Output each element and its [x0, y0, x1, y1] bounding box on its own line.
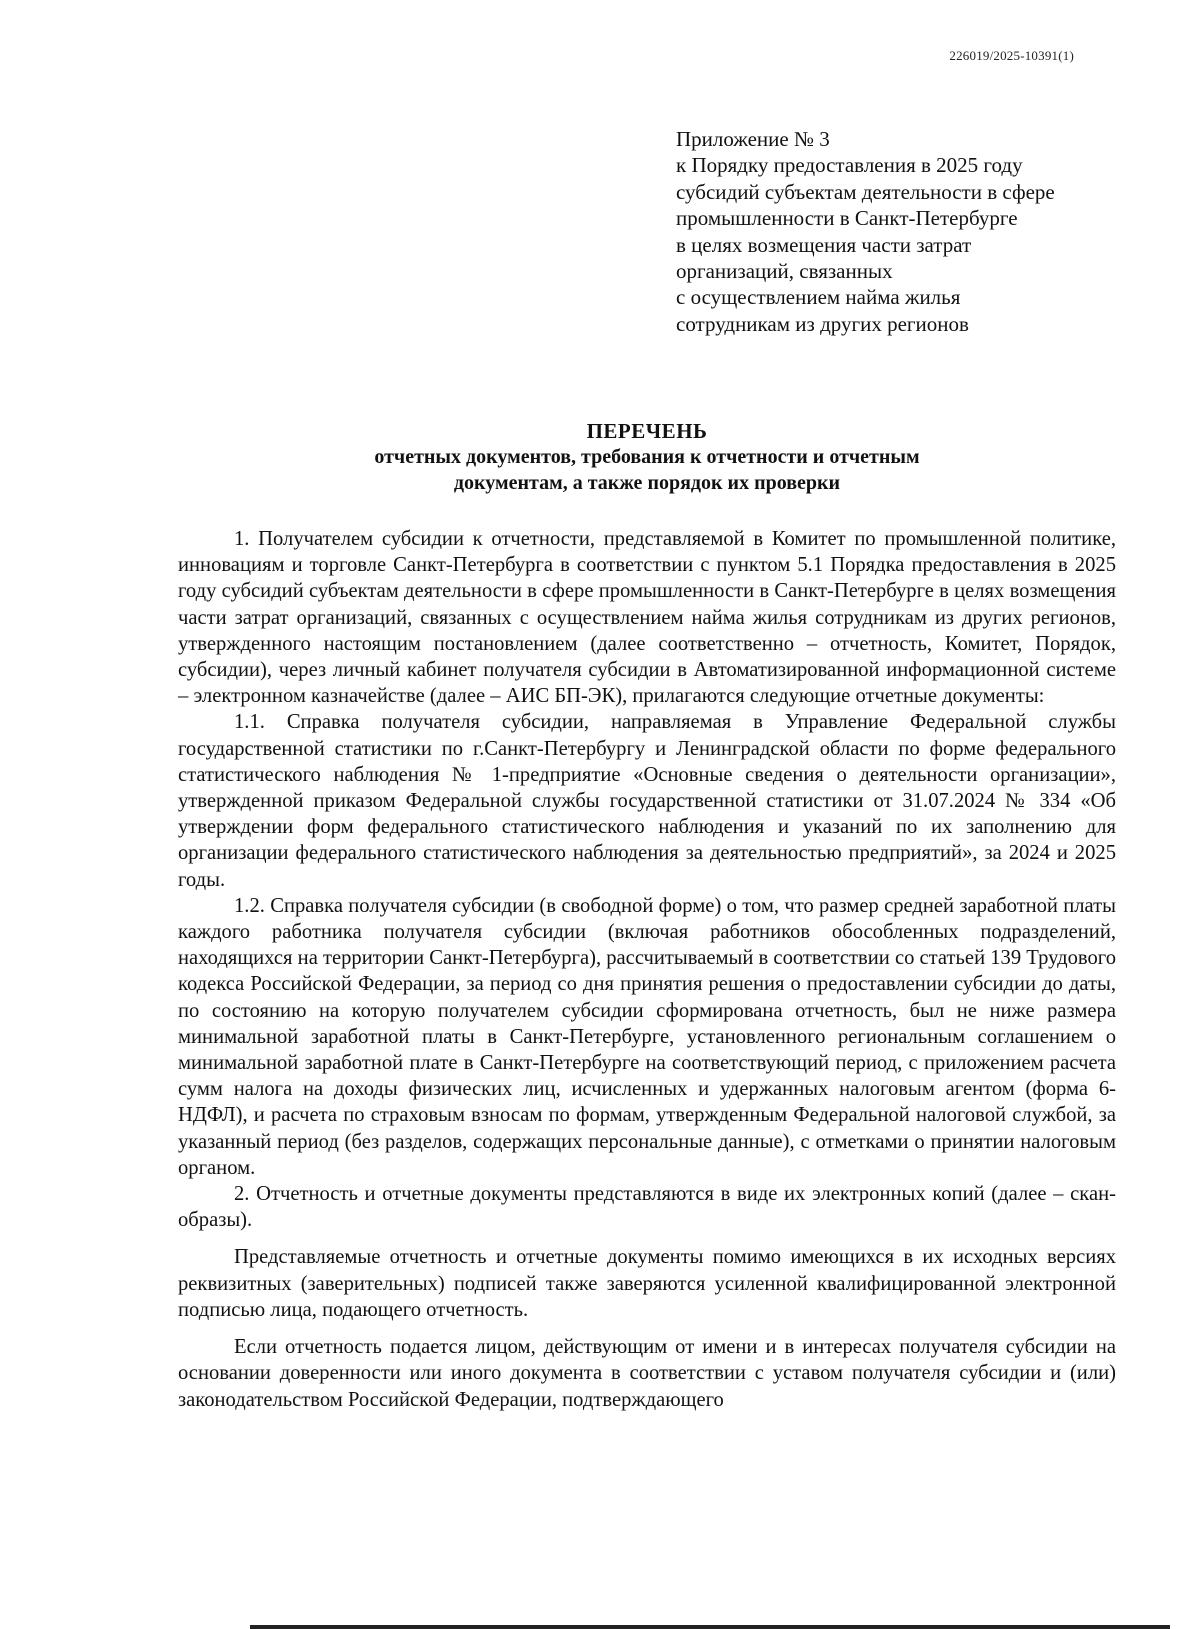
paragraph-proxy-submission: Если отчетность подается лицом, действующим от имени и в интересах получателя субсидии на основании доверенности или иного документа в соответствии с уставом получателя субсидии и (или) законодательством Российской Федерации, подтверждающего: [178, 1336, 1116, 1411]
document-registration-number: 226019/2025-10391(1): [949, 48, 1074, 63]
title-subheading-line: отчетных документов, требования к отчетности и отчетным: [374, 446, 920, 468]
document-title: [178, 418, 1116, 496]
appendix-line: сотрудникам из других регионов: [676, 311, 969, 336]
document-body: [178, 526, 1116, 1413]
title-heading: ПЕРЕЧЕНЬ: [586, 419, 708, 443]
appendix-line: Приложение № 3: [676, 127, 830, 151]
paragraph-1: 1. Получателем субсидии к отчетности, представляемой в Комитет по промышленной политике, инновациям и торговле Санкт-Петербурга в соответствии с пунктом 5.1 Порядка предоставления в 2025 году субсидий субъектам деятельности в сфере промышленности в Санкт-Петербурге в целях возмещения части затрат организаций, связанных с осуществлением найма жилья сотрудникам из других регионов, утвержденного настоящим постановлением (далее соответственно – отчетность, Комитет, Порядок, субсидии), через личный кабинет получателя субсидии в Автоматизированной информационной системе – электронном казначействе (далее – АИС БП-ЭК), прилагаются следующие отчетные документы:: [178, 528, 1116, 708]
paragraph-1-2: 1.2. Справка получателя субсидии (в свободной форме) о том, что размер средней заработной платы каждого работника получателя субсидии (включая работников обособленных подразделений, находящихся на территории Санкт-Петербурга), рассчитываемый в соответствии со статьей 139 Трудового кодекса Российской Федерации, за период со дня принятия решения о предоставлении субсидии до даты, по состоянию на которую получателем субсидии сформирована отчетность, был не ниже размера минимальной заработной платы в Санкт-Петербурге, установленного региональным соглашением о минимальной заработной плате в Санкт-Петербурге на соответствующий период, с приложением расчета сумм налога на доходы физических лиц, исчисленных и удержанных налоговым агентом (форма 6-НДФЛ), и расчета по страховым взносам по формам, утвержденным Федеральной налоговой службой, за указанный период (без разделов, содержащих персональные данные), с отметками о принятии налоговым органом.: [178, 894, 1116, 1179]
paragraph-2: 2. Отчетность и отчетные документы представляются в виде их электронных копий (далее – скан-образы).: [178, 1183, 1116, 1232]
appendix-line: субсидий субъектам деятельности в сфере: [676, 179, 1055, 204]
appendix-line: организаций, связанных: [676, 259, 893, 284]
appendix-reference: [676, 126, 1136, 337]
title-subheading-line: документам, а также порядок их проверки: [453, 472, 841, 494]
title-subheading: [178, 444, 1116, 496]
paragraph-1-1: 1.1. Справка получателя субсидии, направляемая в Управление Федеральной службы государственной статистики по г.Санкт-Петербургу и Ленинградской области по форме федерального статистического наблюдения № 1-предприятие «Основные сведения о деятельности организации», утвержденной приказом Федеральной службы государственной статистики от 31.07.2024 № 334 «Об утверждении форм федерального статистического наблюдения и указаний по их заполнению для организации федерального статистического наблюдения за деятельностью предприятий», за 2024 и 2025 годы.: [178, 711, 1116, 891]
scan-bottom-edge: [250, 1625, 1170, 1629]
appendix-line: промышленности в Санкт-Петербурге: [676, 206, 1018, 231]
appendix-line: к Порядку предоставления в 2025 году: [676, 153, 1023, 178]
appendix-line: с осуществлением найма жилья: [676, 285, 961, 310]
paragraph-signature-requirement: Представляемые отчетность и отчетные документы помимо имеющихся в их исходных версиях реквизитных (заверительных) подписей также заверяются усиленной квалифицированной электронной подписью лица, подающего отчетность.: [178, 1246, 1116, 1321]
appendix-line: в целях возмещения части затрат: [676, 232, 972, 257]
